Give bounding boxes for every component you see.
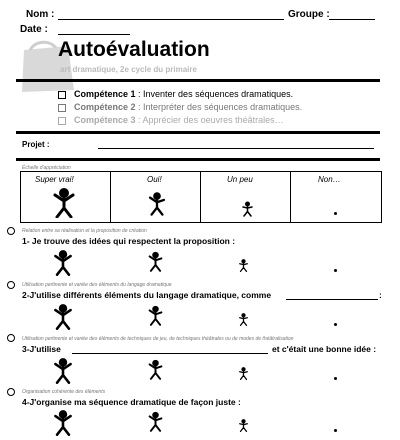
figure-large-icon — [51, 186, 77, 218]
scale-level-2: Oui! — [147, 175, 162, 184]
competence-2-label: Compétence 2 — [74, 102, 136, 112]
q4-figure-large-icon[interactable] — [52, 408, 74, 436]
q2-dot-icon[interactable] — [334, 323, 337, 326]
competence-1-text: : Inventer des séquences dramatiques. — [135, 89, 294, 99]
page-title: Autoévaluation — [58, 38, 210, 61]
competence-3-text: : Apprécier des oeuvres théâtrales… — [135, 115, 284, 125]
question-2-radio[interactable] — [7, 281, 15, 289]
date-field[interactable] — [58, 34, 130, 35]
question-2-criterion: Utilisation pertinente et variée des éléments du langage dramatique — [22, 282, 172, 288]
competence-3-label: Compétence 3 — [74, 115, 136, 125]
competence-3-checkbox[interactable] — [58, 117, 66, 125]
projet-label: Projet : — [22, 140, 50, 149]
scale-level-1: Super vrai! — [35, 175, 74, 184]
question-2-text: 2-J'utilise différents éléments du langage dramatique, comme — [22, 290, 272, 300]
question-2-blank[interactable] — [286, 299, 378, 300]
title-rule — [16, 79, 380, 82]
question-1-text: 1- Je trouve des idées qui respectent la proposition : — [22, 236, 236, 246]
projet-rule — [16, 158, 380, 161]
date-label: Date : — [20, 24, 48, 35]
figure-dot-icon — [334, 212, 337, 215]
question-3-blank[interactable] — [72, 353, 268, 354]
q4-dot-icon[interactable] — [334, 429, 337, 432]
nom-label: Nom : — [26, 9, 55, 20]
question-2-tail: : — [379, 290, 382, 300]
page-subtitle: art dramatique, 2e cycle du primaire — [60, 65, 197, 74]
q3-dot-icon[interactable] — [334, 377, 337, 380]
competence-2-text: : Interpréter des séquences dramatiques. — [135, 102, 303, 112]
competence-rule — [16, 131, 380, 134]
competence-1-checkbox[interactable] — [58, 91, 66, 99]
scale-level-3: Un peu — [227, 175, 253, 184]
competence-3[interactable] — [58, 115, 284, 125]
question-4-text: 4-J'organise ma séquence dramatique de façon juste : — [22, 397, 241, 407]
q1-dot-icon[interactable] — [334, 269, 337, 272]
q1-figure-medium-icon[interactable] — [147, 250, 164, 272]
question-1-criterion: Relation entre sa réalisation et la proposition de création — [22, 228, 147, 234]
scale-caption: Échelle d'appréciation — [22, 165, 71, 171]
question-3-tail: et c'était une bonne idée : — [272, 344, 377, 354]
scale-level-4: Non… — [318, 175, 341, 184]
figure-medium-icon — [147, 190, 167, 216]
question-1-radio[interactable] — [7, 227, 15, 235]
q2-figure-small-icon[interactable] — [238, 312, 249, 326]
nom-field[interactable] — [58, 19, 284, 20]
q1-figure-small-icon[interactable] — [238, 258, 249, 272]
question-3-text: 3-J'utilise — [22, 344, 61, 354]
groupe-field[interactable] — [329, 19, 375, 20]
q3-figure-large-icon[interactable] — [52, 356, 74, 384]
figure-small-icon — [241, 200, 254, 217]
q2-figure-medium-icon[interactable] — [147, 304, 164, 326]
question-4-radio[interactable] — [7, 388, 15, 396]
competence-2-checkbox[interactable] — [58, 104, 66, 112]
q2-figure-large-icon[interactable] — [52, 302, 74, 330]
projet-field[interactable] — [98, 148, 374, 149]
question-4-criterion: Organisation cohérente des éléments — [22, 389, 106, 395]
q4-figure-small-icon[interactable] — [238, 418, 249, 432]
scale-table — [20, 171, 382, 223]
groupe-label: Groupe : — [288, 9, 330, 20]
competence-1-label: Compétence 1 — [74, 89, 136, 99]
q1-figure-large-icon[interactable] — [52, 248, 74, 276]
q3-figure-medium-icon[interactable] — [147, 358, 164, 380]
question-3-radio[interactable] — [7, 334, 15, 342]
competence-2[interactable] — [58, 102, 302, 112]
q4-figure-medium-icon[interactable] — [147, 410, 164, 432]
question-3-criterion: Utilisation pertinente et variée des éléments de techniques de jeu, de techniques théâtrales ou de modes de théâtralisation — [22, 336, 294, 342]
q3-figure-small-icon[interactable] — [238, 366, 249, 380]
competence-1[interactable] — [58, 89, 293, 99]
